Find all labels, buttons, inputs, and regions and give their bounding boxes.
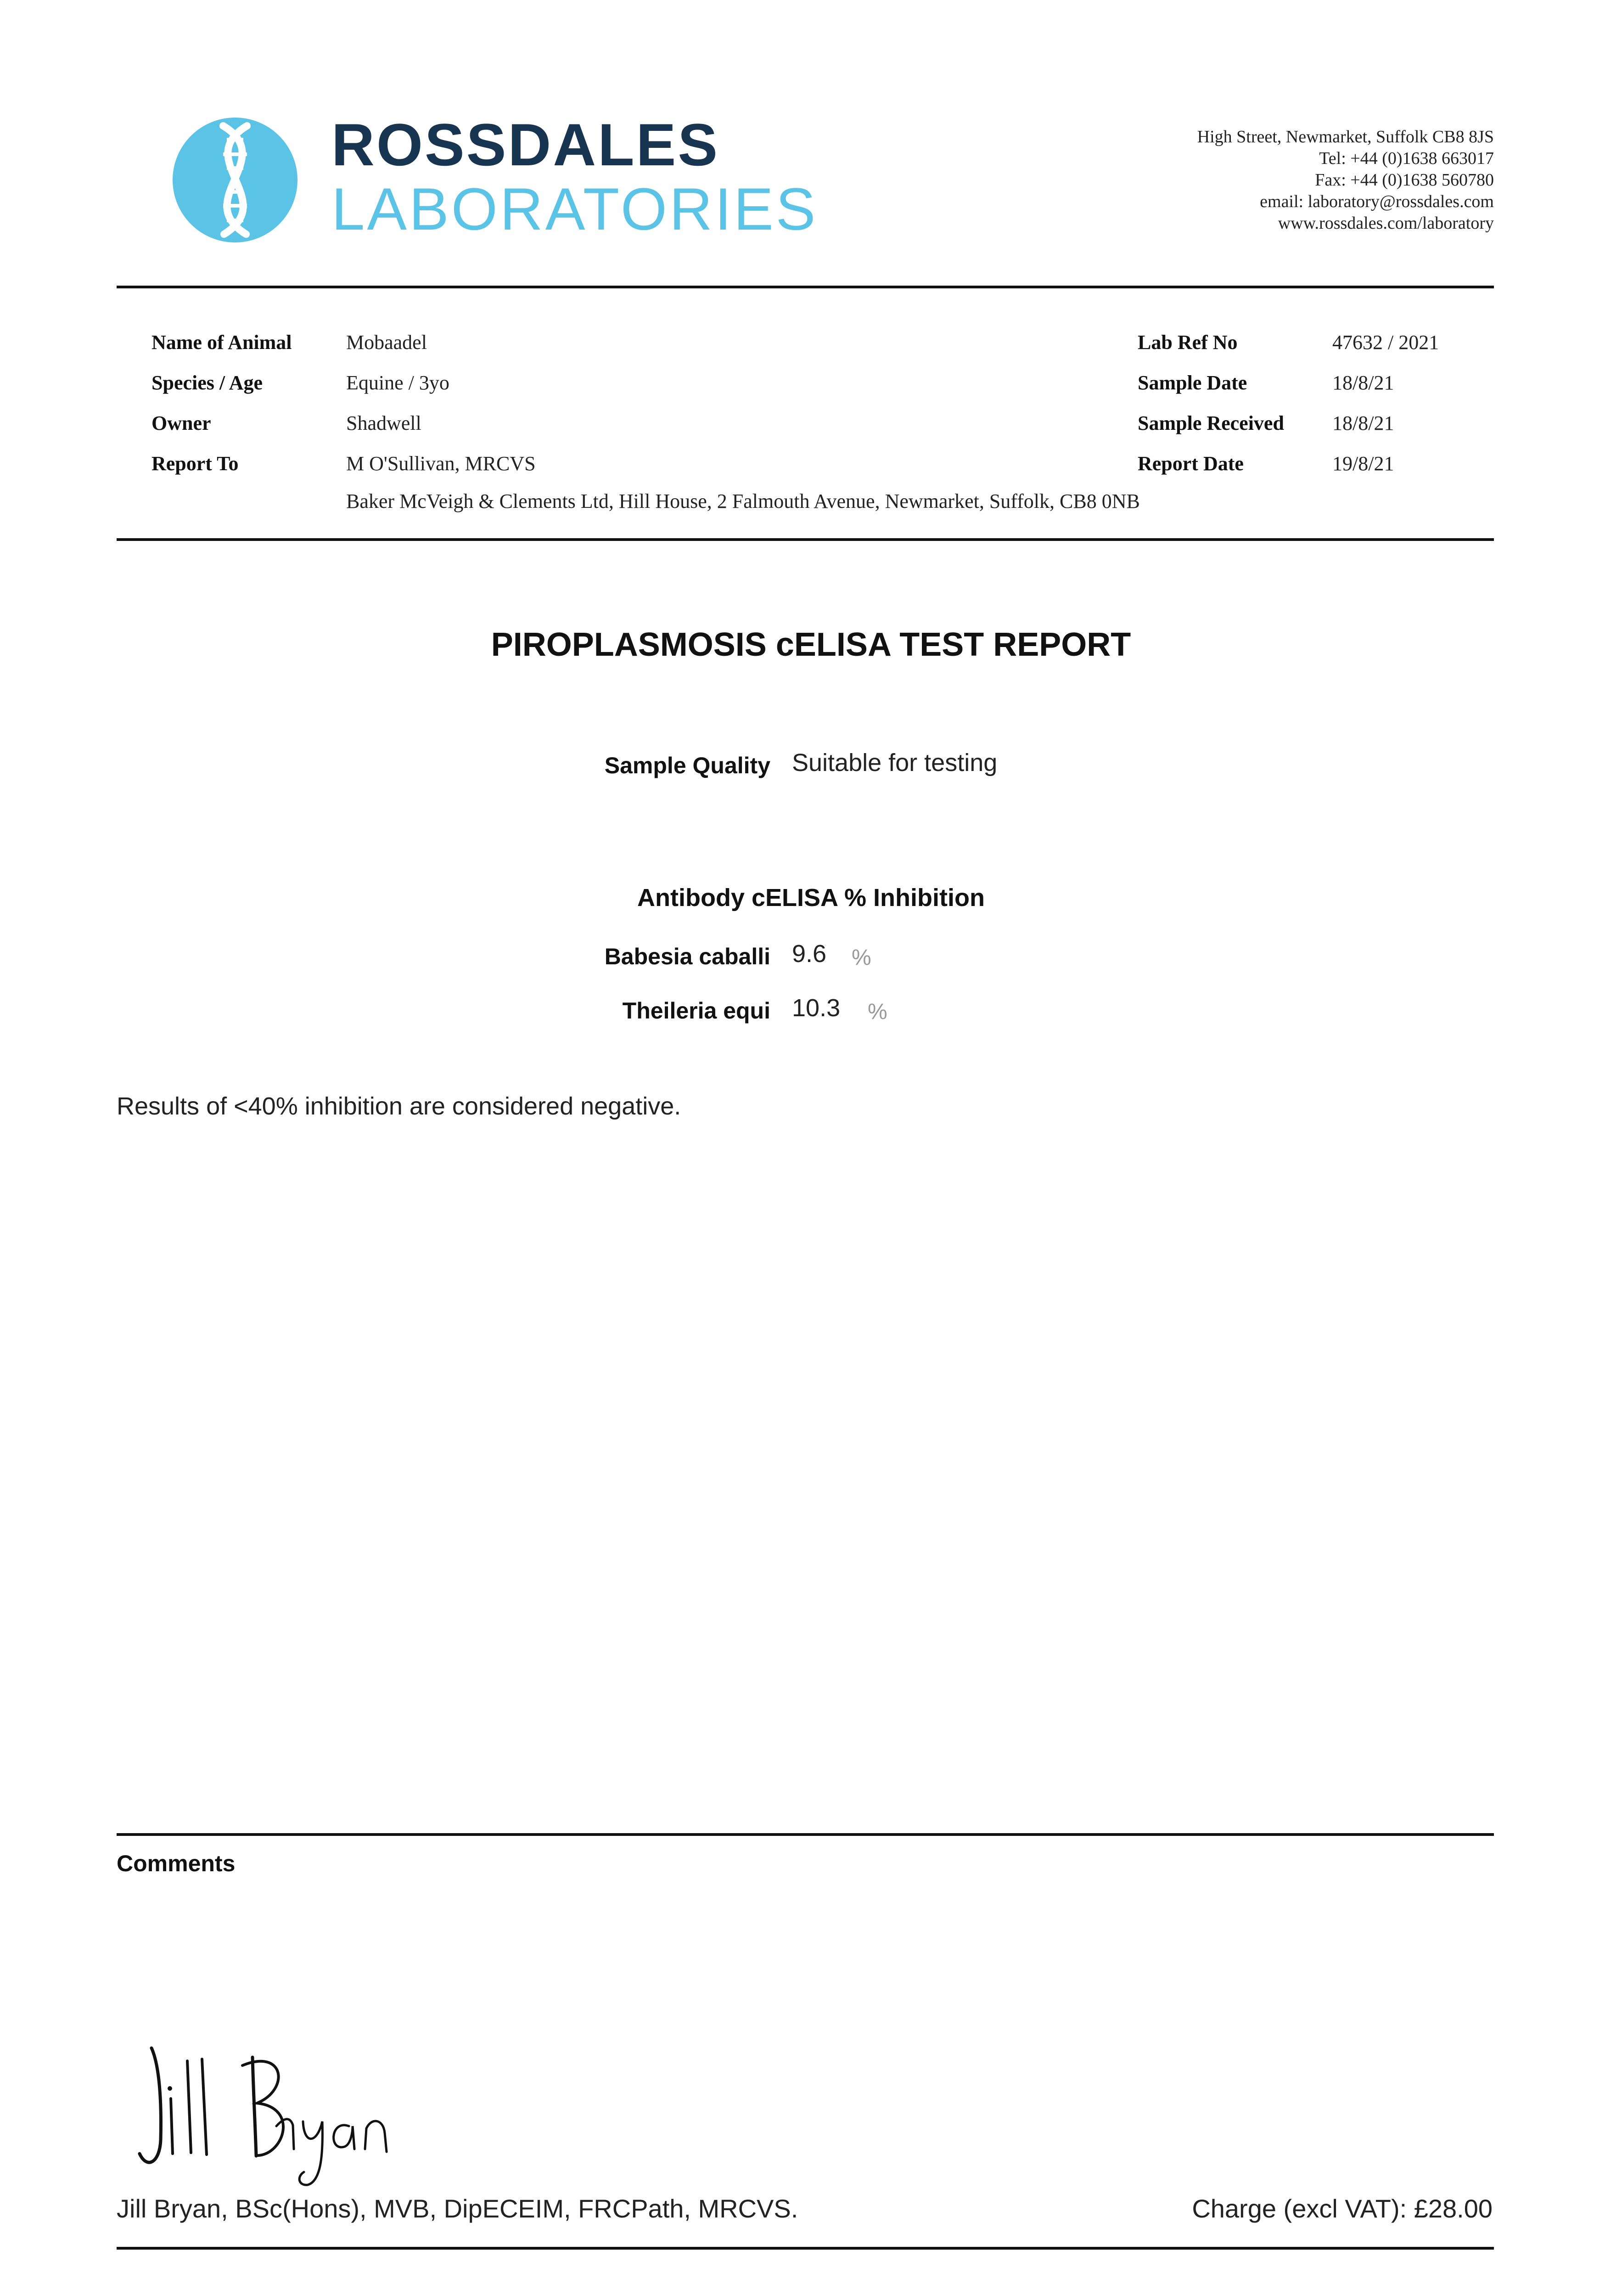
report-date-label: Report Date xyxy=(1138,452,1244,475)
signature-image xyxy=(133,2039,399,2190)
brand-name: ROSSDALES xyxy=(331,111,720,178)
result-name-theileria: Theileria equi xyxy=(622,998,770,1024)
report-date-value: 19/8/21 xyxy=(1332,452,1394,475)
comments-label: Comments xyxy=(117,1851,236,1876)
report-to-address: Baker McVeigh & Clements Ltd, Hill House, 2 Falmouth Avenue, Newmarket, Suffolk, CB8 0NB xyxy=(346,490,1140,512)
signer-credentials: Jill Bryan, BSc(Hons), MVB, DipECEIM, FRCPath, MRCVS. xyxy=(117,2194,798,2223)
sample-received-label: Sample Received xyxy=(1138,412,1284,434)
dna-helix-icon xyxy=(173,118,297,242)
header-divider xyxy=(117,286,1494,288)
lab-fax: Fax: +44 (0)1638 560780 xyxy=(1315,170,1494,190)
antibody-heading: Antibody cELISA % Inhibition xyxy=(637,884,985,912)
species-age-label: Species / Age xyxy=(152,371,263,394)
report-to-value: M O'Sullivan, MRCVS xyxy=(346,452,536,475)
result-value-babesia: 9.6 xyxy=(792,940,827,968)
sample-date-label: Sample Date xyxy=(1138,371,1247,394)
result-value-theileria: 10.3 xyxy=(792,994,841,1022)
interpretation-note: Results of <40% inhibition are considered negative. xyxy=(117,1092,681,1120)
result-unit-babesia: % xyxy=(852,945,871,970)
lab-website: www.rossdales.com/laboratory xyxy=(1278,214,1494,233)
lab-address: High Street, Newmarket, Suffolk CB8 8JS xyxy=(1197,127,1494,146)
sample-quality-label: Sample Quality xyxy=(604,753,770,778)
owner-value: Shadwell xyxy=(346,412,421,434)
info-divider xyxy=(117,538,1494,541)
report-to-label: Report To xyxy=(152,452,239,475)
charge-amount: Charge (excl VAT): £28.00 xyxy=(1192,2194,1493,2223)
name-of-animal-value: Mobaadel xyxy=(346,331,427,354)
comments-divider xyxy=(117,1833,1494,1836)
owner-label: Owner xyxy=(152,412,211,434)
sample-date-value: 18/8/21 xyxy=(1332,371,1394,394)
sample-received-value: 18/8/21 xyxy=(1332,412,1394,434)
brand-subtitle: LABORATORIES xyxy=(331,175,818,242)
species-age-value: Equine / 3yo xyxy=(346,371,449,394)
name-of-animal-label: Name of Animal xyxy=(152,331,292,354)
lab-ref-label: Lab Ref No xyxy=(1138,331,1238,354)
lab-tel: Tel: +44 (0)1638 663017 xyxy=(1319,149,1494,168)
result-unit-theileria: % xyxy=(868,1000,887,1024)
lab-email: email: laboratory@rossdales.com xyxy=(1260,192,1494,211)
lab-ref-value: 47632 / 2021 xyxy=(1332,331,1439,354)
footer-divider xyxy=(117,2247,1494,2250)
logo-emblem xyxy=(173,118,297,242)
sample-quality-value: Suitable for testing xyxy=(792,749,998,777)
result-name-babesia: Babesia caballi xyxy=(604,944,770,969)
lab-contact-block xyxy=(1197,126,1494,234)
report-title: PIROPLASMOSIS cELISA TEST REPORT xyxy=(491,626,1131,663)
